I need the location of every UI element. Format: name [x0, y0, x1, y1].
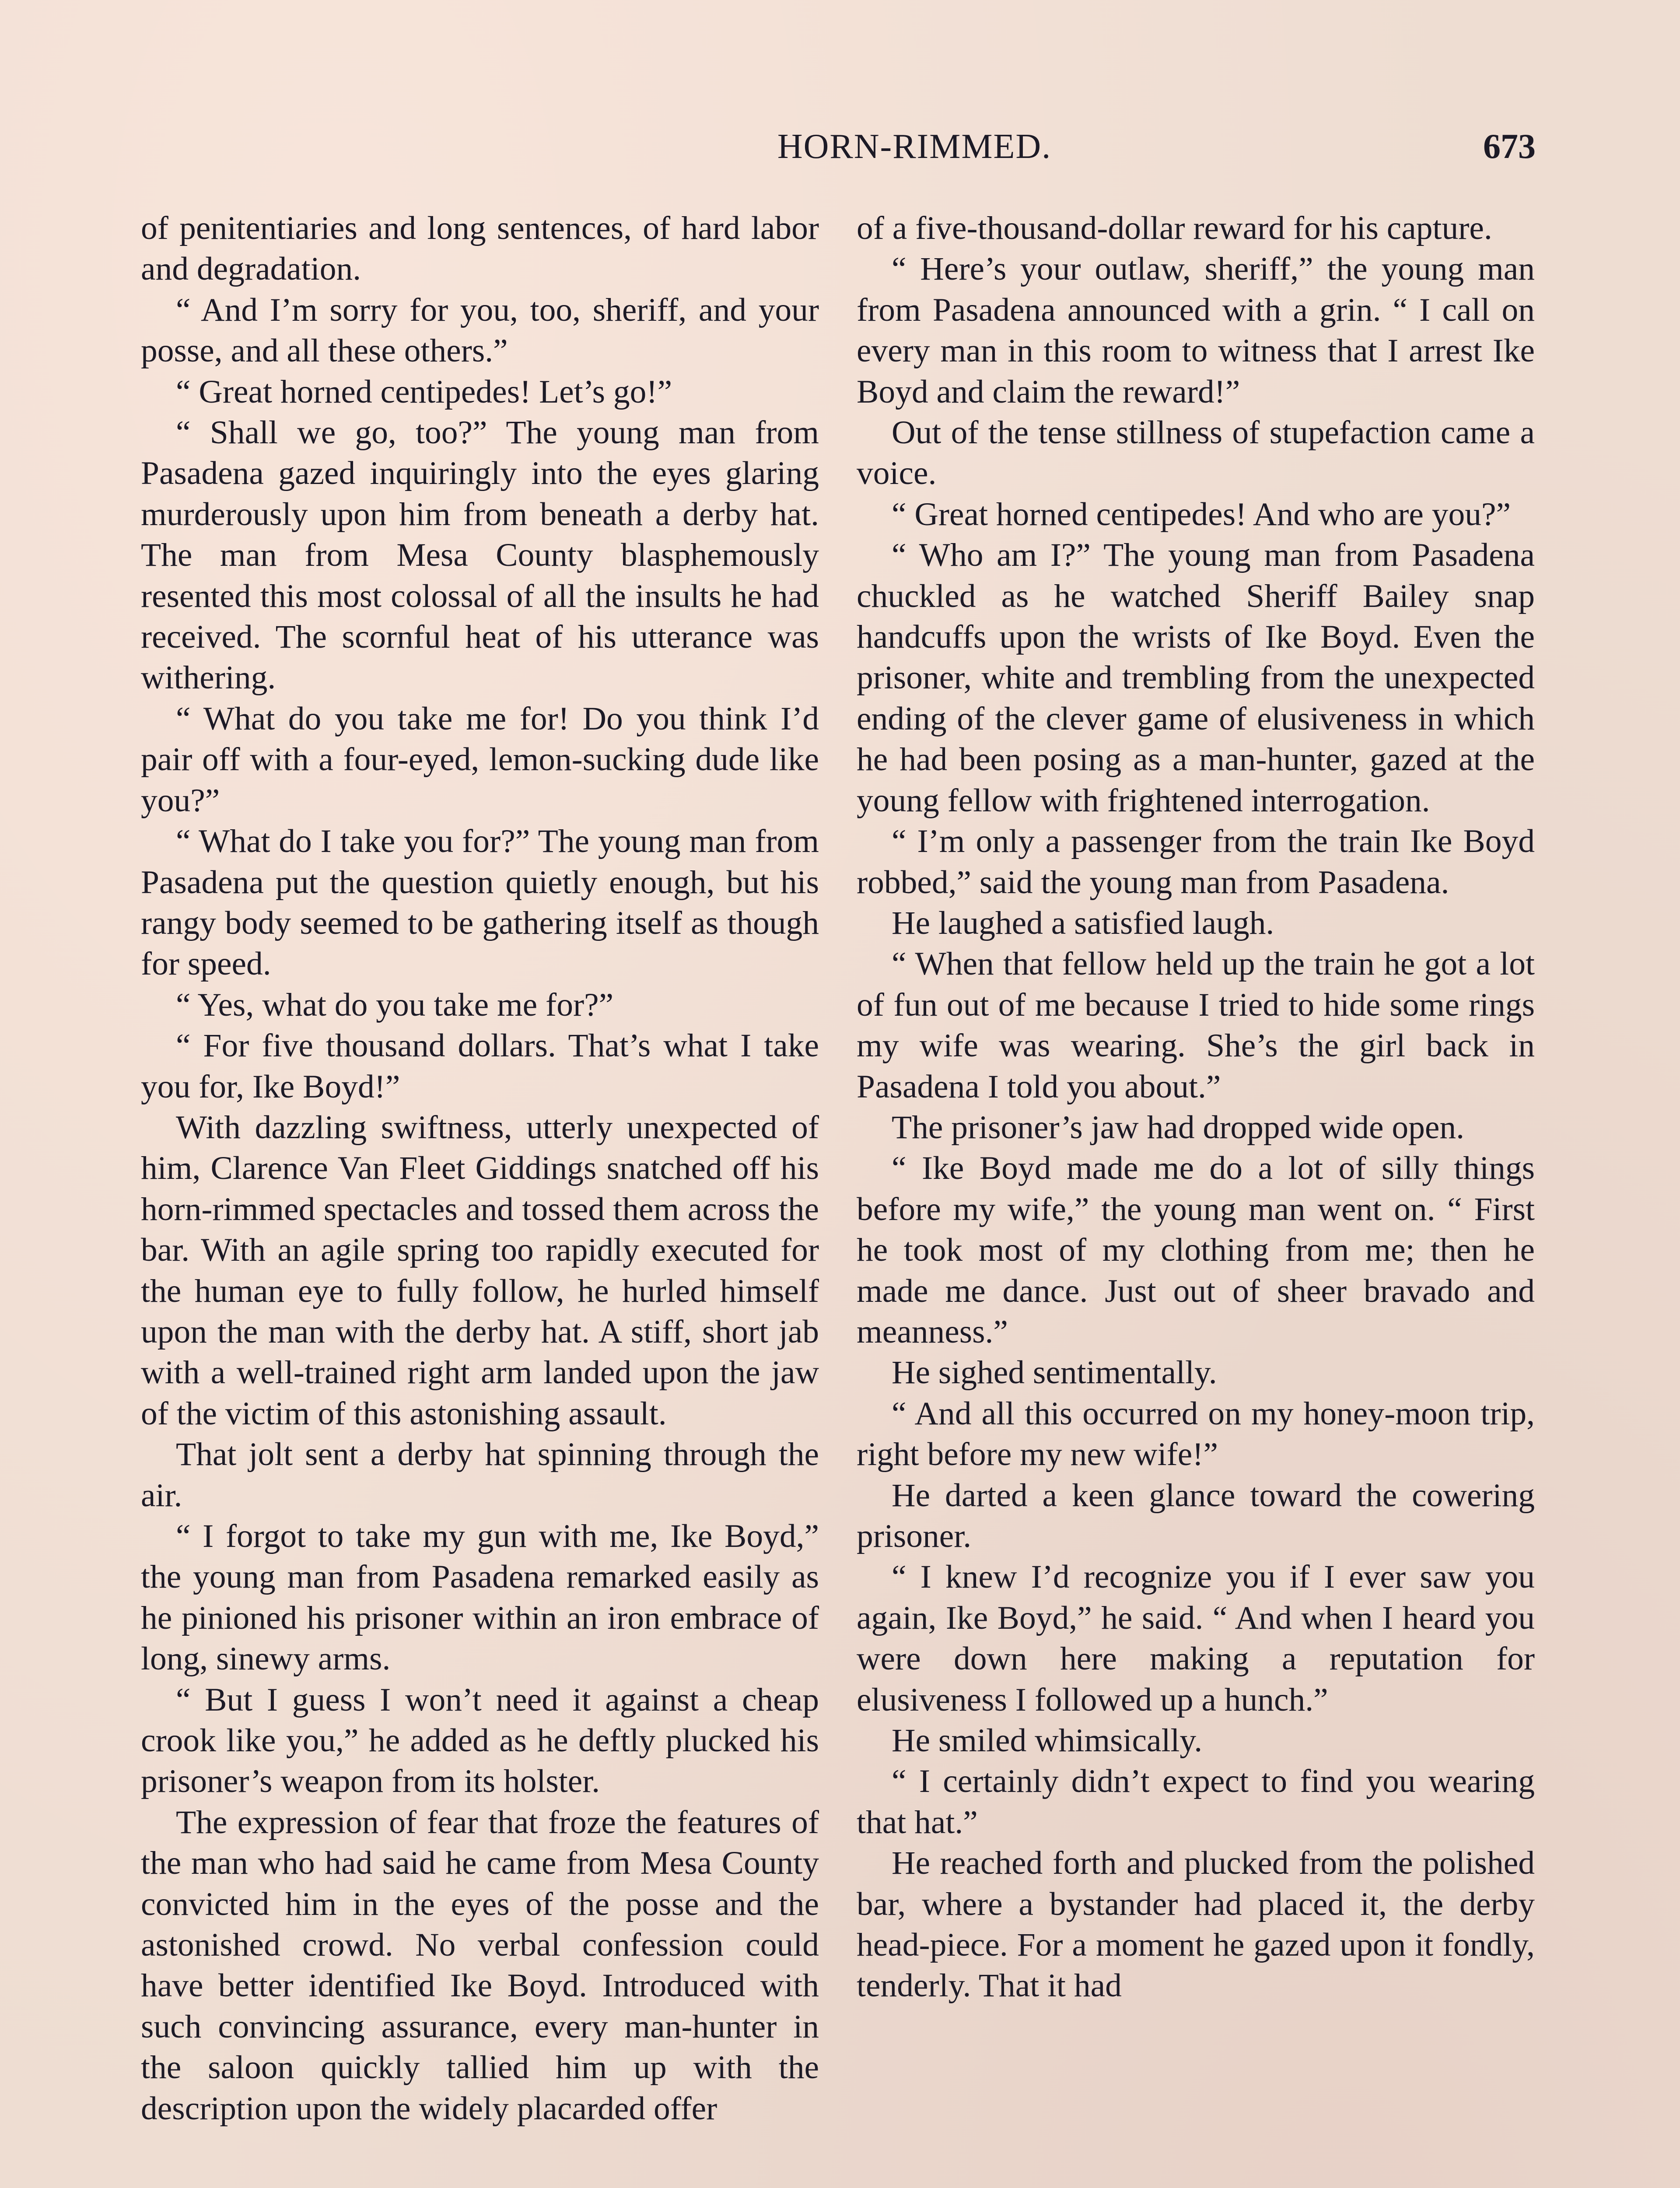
paragraph: That jolt sent a derby hat spinning through the air.: [141, 1436, 819, 1514]
paragraph: “ Here’s your outlaw, sheriff,” the young man from Pasadena announced with a grin. “ I call on every man in this room to witness that I arrest Ike Boyd and claim the reward!”: [857, 251, 1535, 410]
paragraph: The prisoner’s jaw had dropped wide open.: [892, 1109, 1465, 1146]
paragraph: He smiled whimsically.: [892, 1722, 1203, 1759]
paragraph: “ When that fellow held up the train he got a lot of fun out of me because I tried to hide some rings my wife was wearing. She’s the girl back in Pasadena I told you about.”: [857, 946, 1535, 1105]
paragraph: “ I certainly didn’t expect to find you wearing that hat.”: [857, 1763, 1535, 1841]
paragraph: “ And I’m sorry for you, too, sheriff, and your posse, and all these others.”: [141, 291, 819, 369]
left-column: [141, 208, 819, 2129]
paragraph: “ Great horned centipedes! Let’s go!”: [176, 373, 672, 410]
paragraph: “ What do I take you for?” The young man from Pasadena put the question quietly enough, but his rangy body seemed to be gathering itself as though for speed.: [141, 823, 819, 982]
paragraph: The expression of fear that froze the features of the man who had said he came from Mesa County convicted him in the eyes of the posse and the astonished crowd. No verbal confession could have better identified Ike Boyd. Introduced with such convincing assurance, every man-hunter in the saloon quickly tallied him up with the description upon the widely placarded offer: [141, 1804, 819, 2127]
paragraph: “ Yes, what do you take me for?”: [176, 986, 614, 1023]
paragraph: He sighed sentimentally.: [892, 1354, 1217, 1391]
paragraph: He reached forth and plucked from the polished bar, where a bystander had placed it, the derby head-piece. For a moment he gazed upon it fondly, tenderly. That it had: [857, 1845, 1535, 2004]
paragraph: “ Great horned centipedes! And who are you?”: [892, 496, 1511, 533]
paragraph: With dazzling swiftness, utterly unexpected of him, Clarence Van Fleet Giddings snatched off his horn-rimmed spectacles and tossed them across the bar. With an agile spring too rapidly executed for the human eye to fully follow, he hurled himself upon the man with the derby hat. A stiff, short jab with a well-trained right arm landed upon the jaw of the victim of this astonishing assault.: [141, 1109, 819, 1432]
page-number: 673: [1483, 127, 1536, 166]
paragraph: of a five-thousand-dollar reward for his capture.: [857, 210, 1492, 246]
paragraph: “ What do you take me for! Do you think I’d pair off with a four-eyed, lemon-sucking dude like you?”: [141, 700, 819, 819]
paragraph: “ Who am I?” The young man from Pasadena chuckled as he watched Sheriff Bailey snap handcuffs upon the wrists of Ike Boyd. Even the prisoner, white and trembling from the unexpected ending of the clever game of elusiveness in which he had been posing as a man-hunter, gazed at the young fellow with frightened interrogation.: [857, 537, 1535, 819]
paragraph: Out of the tense stillness of stupefaction came a voice.: [857, 414, 1535, 492]
paragraph: “ But I guess I won’t need it against a cheap crook like you,” he added as he deftly plucked his prisoner’s weapon from its holster.: [141, 1681, 819, 1800]
paragraph: of penitentiaries and long sentences, of hard labor and degradation.: [141, 210, 819, 288]
paragraph: “ I knew I’d recognize you if I ever saw you again, Ike Boyd,” he said. “ And when I heard you were down here making a reputation for elusiveness I followed up a hunch.”: [857, 1559, 1535, 1718]
paragraph: “ For five thousand dollars. That’s what I take you for, Ike Boyd!”: [141, 1027, 819, 1105]
paragraph: “ I’m only a passenger from the train Ike Boyd robbed,” said the young man from Pasadena.: [857, 823, 1535, 901]
paragraph: “ I forgot to take my gun with me, Ike Boyd,” the young man from Pasadena remarked easily as he pinioned his prisoner within an iron embrace of long, sinewy arms.: [141, 1518, 819, 1677]
running-head: HORN-RIMMED.: [777, 127, 1052, 166]
paragraph: He darted a keen glance toward the cowering prisoner.: [857, 1477, 1535, 1554]
page-header: [144, 127, 1536, 175]
paragraph: “ And all this occurred on my honey-moon trip, right before my new wife!”: [857, 1395, 1535, 1473]
paragraph: “ Ike Boyd made me do a lot of silly things before my wife,” the young man went on. “ First he took most of my clothing from me; then he made me dance. Just out of sheer bravado and meanness.”: [857, 1150, 1535, 1350]
right-column: [857, 208, 1535, 2006]
paragraph: He laughed a satisfied laugh.: [892, 905, 1274, 941]
paragraph: “ Shall we go, too?” The young man from Pasadena gazed inquiringly into the eyes glaring murderously upon him from beneath a derby hat. The man from Mesa County blasphemously resented this most colossal of all the insults he had received. The scornful heat of his utterance was withering.: [141, 414, 819, 696]
